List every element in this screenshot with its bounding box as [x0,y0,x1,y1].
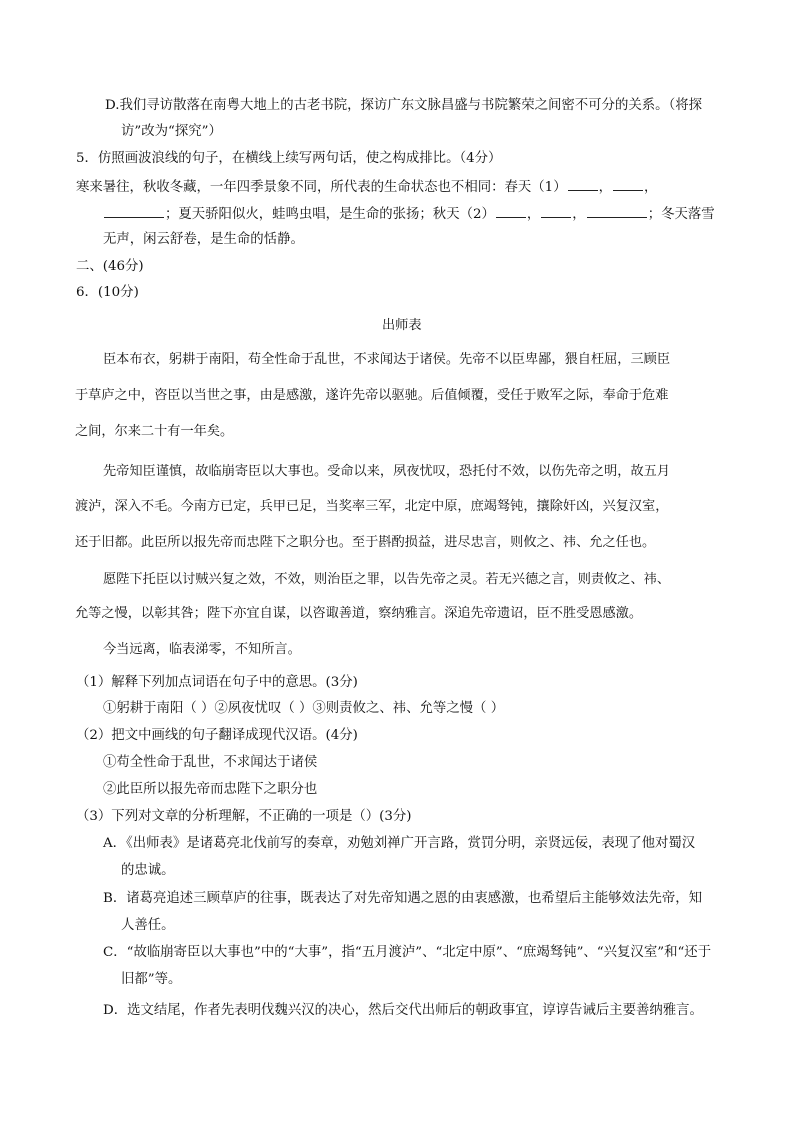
option-a-line2: 的忠诚。 [121,863,175,878]
q4-option-d-line1: D.我们寻访散落在南粤大地上的古老书院，探访广东文脉昌盛与书院繁荣之间密不可分的关系。（将探 [105,98,702,113]
answer-blank[interactable] [496,204,526,218]
option-b-line2: 人善任。 [121,918,175,933]
sub-q2-item1: ①苟全性命于乱世，不求闻达于诸侯 [103,755,318,770]
section-heading: 二、(46分) [76,259,144,274]
answer-blank[interactable] [104,204,164,218]
answer-blank[interactable] [587,204,647,218]
option-b-line1: B．诸葛亮追述三顾草庐的往事，既表达了对先帝知遇之恩的由衷感激，也希望后主能够效法先帝，知 [103,891,703,906]
comma: ， [598,180,612,195]
passage-line: 允等之慢，以彰其咎；陛下亦宜自谋，以咨诹善道，察纳雅言。深追先帝遗诏，臣不胜受恩感激。 [75,606,643,621]
option-d-line1: D．选文结尾，作者先表明伐魏兴汉的决心，然后交代出师后的朝政事宜，谆谆告诫后主要善纳雅言。 [103,1003,703,1018]
comma: ， [572,207,586,222]
q5-line1-text: 寒来暑往，秋收冬藏，一年四季景象不同，所代表的生命状态也不相同：春天（1） [76,180,567,195]
option-c-line2: 旧都”等。 [121,972,182,987]
sub-q1-stem: （1）解释下列加点词语在句子中的意思。(3分) [76,675,358,690]
q5-line2-text-b: ；冬天落雪 [647,207,715,222]
q5-line3: 无声，闲云舒卷，是生命的恬静。 [103,232,304,247]
comma: ， [526,207,541,222]
passage-line: 渡泸，深入不毛。今南方已定，兵甲已足，当奖率三军，北定中原，庶竭驽钝，攘除奸凶，兴复汉室， [75,499,669,514]
option-a-line1: A．《出师表》是诸葛亮北伐前写的奏章，劝勉刘禅广开言路，赏罚分明，亲贤远佞，表现了他对蜀汉 [103,836,696,851]
passage-line: 今当远离，临表涕零，不知所言。 [103,642,301,657]
q5-line2 [103,204,715,224]
passage-line: 之间，尔来二十有一年矣。 [75,424,234,439]
q5-stem: 5．仿照画波浪线的句子，在横线上续写两句话，使之构成排比。（4分） [76,151,502,166]
sub-q1-items: ①躬耕于南阳（ ）②夙夜忧叹（ ）③则责攸之、祎、允等之慢（ ） [103,701,505,716]
q4-option-d-line2: 访”改为“探究”） [121,124,222,139]
answer-blank[interactable] [568,177,598,191]
passage-line: 臣本布衣，躬耕于南阳，苟全性命于乱世，不求闻达于诸侯。先帝不以臣卑鄙，猥自枉屈，三顾臣 [103,352,671,367]
passage-line: 先帝知臣谨慎，故临崩寄臣以大事也。受命以来，夙夜忧叹，恐托付不效，以伤先帝之明，故五月 [103,464,671,479]
answer-blank[interactable] [541,204,571,218]
q5-line1 [76,177,657,197]
comma: ， [643,180,658,195]
q6-heading: 6．(10分) [76,285,139,300]
sub-q3-stem: （3）下列对文章的分析理解，不正确的一项是（）(3分) [76,809,412,824]
passage-line: 还于旧都。此臣所以报先帝而忠陛下之职分也。至于斟酌损益，进尽忠言，则攸之、祎、允之任也。 [75,535,656,550]
passage-line: 愿陛下托臣以讨贼兴复之效，不效，则治臣之罪，以告先帝之灵。若无兴德之言，则责攸之、祎、 [103,572,671,587]
sub-q2-stem: （2）把文中画线的句子翻译成现代汉语。(4分) [76,728,358,743]
passage-title: 出师表 [382,318,422,333]
q5-line2-text-a: ；夏天骄阳似火，蛙鸣虫唱，是生命的张扬；秋天（2） [165,207,495,222]
answer-blank[interactable] [613,177,643,191]
sub-q2-item2: ②此臣所以报先帝而忠陛下之职分也 [103,782,318,797]
option-c-line1: C．“故临崩寄臣以大事也”中的“大事”，指“五月渡泸”、“北定中原”、“庶竭驽钝”、“兴复汉室”和“还于 [103,945,712,960]
passage-line: 于草庐之中，咨臣以当世之事，由是感激，遂许先帝以驱驰。后值倾覆，受任于败军之际，奉命于危难 [75,388,669,403]
